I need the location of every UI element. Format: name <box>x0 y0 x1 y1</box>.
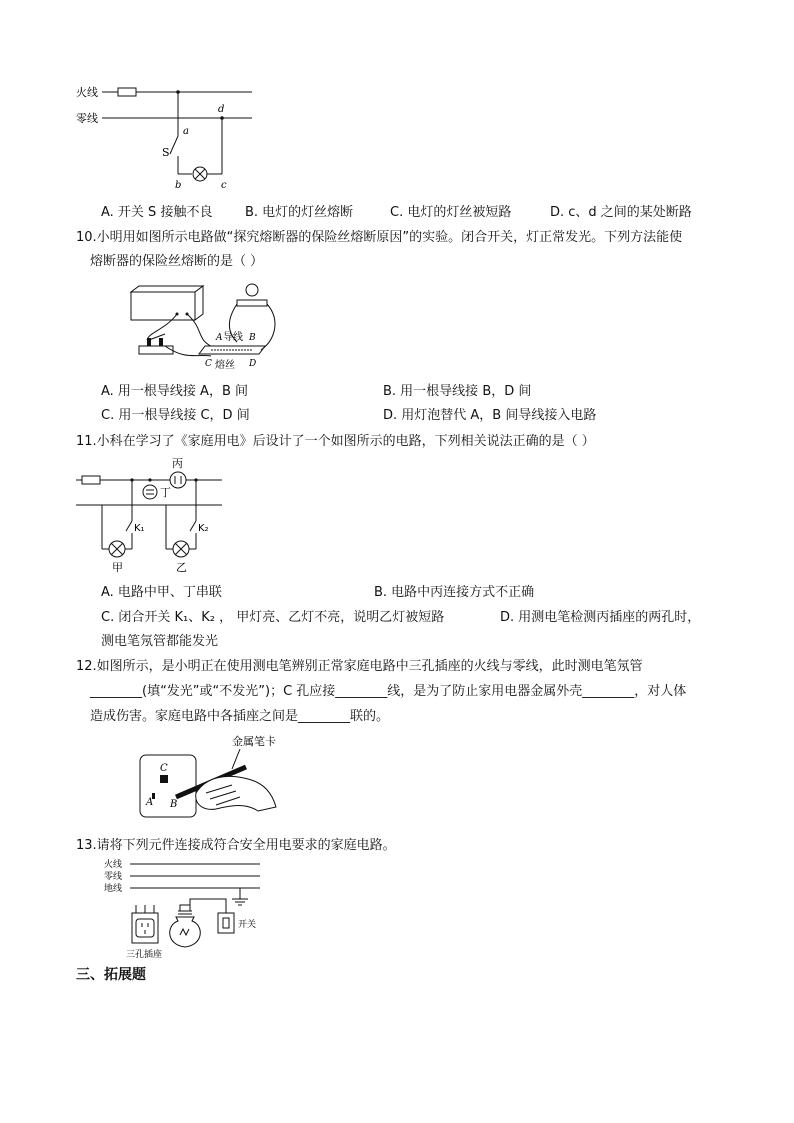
figure-q11-circuit <box>72 455 232 577</box>
hole-b-label: B <box>170 799 178 810</box>
q10-option-b: B. 用一根导线接 B，D 间 <box>383 384 532 399</box>
node-b: b <box>175 180 182 191</box>
q13-ground-label: 地线 <box>104 884 123 894</box>
lamp-yi-label: 乙 <box>176 561 187 574</box>
lamp-jia-label: 甲 <box>112 561 123 574</box>
switch-s-label: S <box>162 146 170 159</box>
q12-stem-line1: 12.如图所示，是小明正在使用测电笔辨别正常家庭电路中三孔插座的火线与零线，此时测电笔氖管 <box>76 659 643 674</box>
q9-option-d: D. c、d 之间的某处断路 <box>550 205 692 220</box>
section-3-heading: 三、拓展题 <box>76 967 146 983</box>
q10-option-c: C. 用一根导线接 C，D 间 <box>101 408 250 423</box>
q13-socket-label: 三孔插座 <box>126 950 163 960</box>
q9-option-b: B. 电灯的灯丝熔断 <box>245 205 354 220</box>
figure-q12-test-pen <box>136 733 286 823</box>
q10-option-a: A. 用一根导线接 A，B 间 <box>101 384 249 399</box>
node-a: a <box>183 126 189 137</box>
fuse-label: 熔丝 <box>215 360 235 371</box>
q11-stem-line1: 11.小科在学习了《家庭用电》后设计了一个如图所示的电路，下列相关说法正确的是（ ） <box>76 434 595 449</box>
socket-ding-label: 丁 <box>160 486 171 499</box>
q11-option-b: B. 电路中丙连接方式不正确 <box>374 585 535 600</box>
q11-option-c: C. 闭合开关 K₁、K₂ ， 甲灯亮、乙灯不亮，说明乙灯被短路 <box>101 610 445 625</box>
switch-k2-label: K₂ <box>198 523 209 534</box>
q11-option-a: A. 电路中甲、丁串联 <box>101 585 222 600</box>
point-b: B <box>249 333 256 343</box>
q13-switch-label: 开关 <box>238 920 257 930</box>
q13-fire-label: 火线 <box>104 860 123 870</box>
hole-a-label: A <box>146 797 154 808</box>
q12-stem-line2: ________(填“发光”或“不发光”)；C 孔应接________线，是为了防止家用电器金属外壳________，对人体 <box>90 684 687 699</box>
q12-stem-line3: 造成伤害。家庭电路中各插座之间是________联的。 <box>90 709 390 724</box>
q9-option-a: A. 开关 S 接触不良 <box>101 205 213 220</box>
figure-q10-apparatus <box>125 280 285 372</box>
q11-option-d-cont: 测电笔氖管都能发光 <box>101 634 219 649</box>
point-a: A <box>216 333 223 343</box>
q10-option-d: D. 用灯泡替代 A，B 间导线接入电路 <box>383 408 597 423</box>
q13-stem-line1: 13.请将下列元件连接成符合安全用电要求的家庭电路。 <box>76 838 396 853</box>
switch-k1-label: K₁ <box>134 523 145 534</box>
q11-option-d: D. 用测电笔检测丙插座的两孔时， <box>500 610 701 625</box>
zero-wire-label: 零线 <box>76 112 98 125</box>
figure-q9-circuit <box>72 82 272 192</box>
point-c: C <box>205 359 212 369</box>
socket-bing-label: 丙 <box>172 457 183 470</box>
q9-option-c: C. 电灯的灯丝被短路 <box>390 205 512 220</box>
q13-zero-label: 零线 <box>104 872 123 882</box>
node-c: c <box>221 180 227 191</box>
node-d: d <box>218 104 225 115</box>
hole-c-label: C <box>160 763 168 774</box>
q10-stem-line2: 熔断器的保险丝熔断的是（ ） <box>90 254 264 269</box>
figure-q13-household-circuit <box>100 855 270 963</box>
point-d: D <box>249 359 257 369</box>
q10-stem-line1: 10.小明用如图所示电路做“探究熔断器的保险丝熔断原因”的实验。闭合开关，灯正常发光。下列方法能使 <box>76 230 683 245</box>
wire-label: 导线 <box>223 332 243 343</box>
fire-wire-label: 火线 <box>76 86 98 99</box>
metal-clip-label: 金属笔卡 <box>232 735 276 748</box>
